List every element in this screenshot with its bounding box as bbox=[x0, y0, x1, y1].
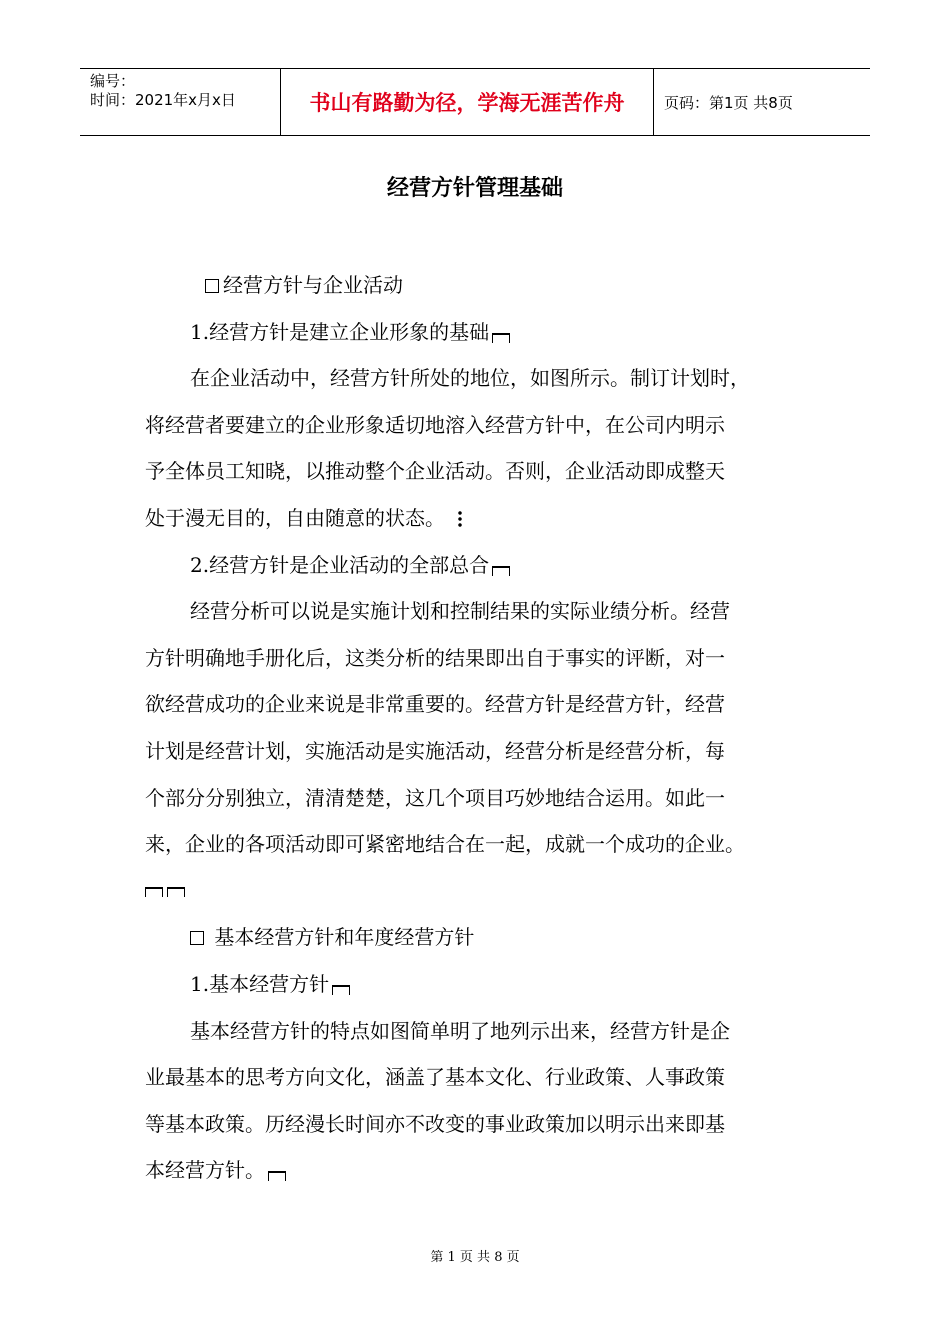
paragraph-line: 基本经营方针的特点如图简单明了地列示出来，经营方针是企 bbox=[190, 1018, 730, 1043]
bracket-marks-line bbox=[145, 868, 835, 915]
vertical-dots-icon bbox=[457, 511, 463, 527]
paragraph-line: 方针明确地手册化后，这类分析的结果即出自于事实的评断，对一 bbox=[145, 645, 725, 670]
document-header bbox=[80, 68, 870, 136]
bracket-mark-icon bbox=[268, 1171, 286, 1181]
section-heading: 经营方针与企业活动 bbox=[145, 262, 835, 309]
paragraph-line: 在企业活动中，经营方针所处的地位，如图所示。制订计划时， bbox=[190, 366, 750, 391]
bracket-mark-icon bbox=[167, 887, 185, 897]
header-page-info: 页码：第1页 共8页 bbox=[664, 93, 793, 112]
header-motto: 书山有路勤为径，学海无涯苦作舟 bbox=[281, 69, 654, 135]
paragraph-line: 予全体员工知晓，以推动整个企业活动。否则，企业活动即成整天 bbox=[145, 459, 725, 484]
paragraph-line: 处于漫无目的，自由随意的状态。 bbox=[145, 495, 835, 542]
subheading: 2.经营方针是企业活动的全部总合 bbox=[145, 542, 835, 589]
checkbox-square-icon bbox=[205, 279, 219, 293]
paragraph-line: 本经营方针。 bbox=[145, 1147, 835, 1194]
bracket-mark-icon bbox=[492, 566, 510, 576]
header-meta bbox=[80, 69, 281, 135]
page-footer: 第 1 页 共 8 页 bbox=[430, 1250, 520, 1265]
bracket-mark-icon bbox=[145, 887, 163, 897]
paragraph-line: 等基本政策。历经漫长时间亦不改变的事业政策加以明示出来即基 bbox=[145, 1111, 725, 1136]
document-title: 经营方针管理基础 bbox=[386, 176, 563, 201]
paragraph-line: 个部分分别独立，清清楚楚，这几个项目巧妙地结合运用。如此一 bbox=[145, 785, 725, 810]
checkbox-square-icon bbox=[190, 931, 204, 945]
bracket-mark-icon bbox=[492, 333, 510, 343]
paragraph-line: 欲经营成功的企业来说是非常重要的。经营方针是经营方针，经营 bbox=[145, 692, 725, 717]
time-label: 时间：2021年x月x日 bbox=[90, 91, 236, 109]
subheading: 1.经营方针是建立企业形象的基础 bbox=[145, 309, 835, 356]
document-body bbox=[145, 262, 835, 1194]
paragraph-line: 来，企业的各项活动即可紧密地结合在一起，成就一个成功的企业。 bbox=[145, 832, 745, 857]
section-heading: 基本经营方针和年度经营方针 bbox=[145, 914, 835, 961]
paragraph-line: 经营分析可以说是实施计划和控制结果的实际业绩分析。经营 bbox=[190, 599, 730, 624]
bracket-mark-icon bbox=[332, 985, 350, 995]
number-label: 编号： bbox=[90, 72, 136, 90]
paragraph-line: 将经营者要建立的企业形象适切地溶入经营方针中，在公司内明示 bbox=[145, 412, 725, 437]
subheading: 1.基本经营方针 bbox=[145, 961, 835, 1008]
paragraph-line: 计划是经营计划，实施活动是实施活动，经营分析是经营分析，每 bbox=[145, 738, 725, 763]
paragraph-line: 业最基本的思考方向文化，涵盖了基本文化、行业政策、人事政策 bbox=[145, 1065, 725, 1090]
